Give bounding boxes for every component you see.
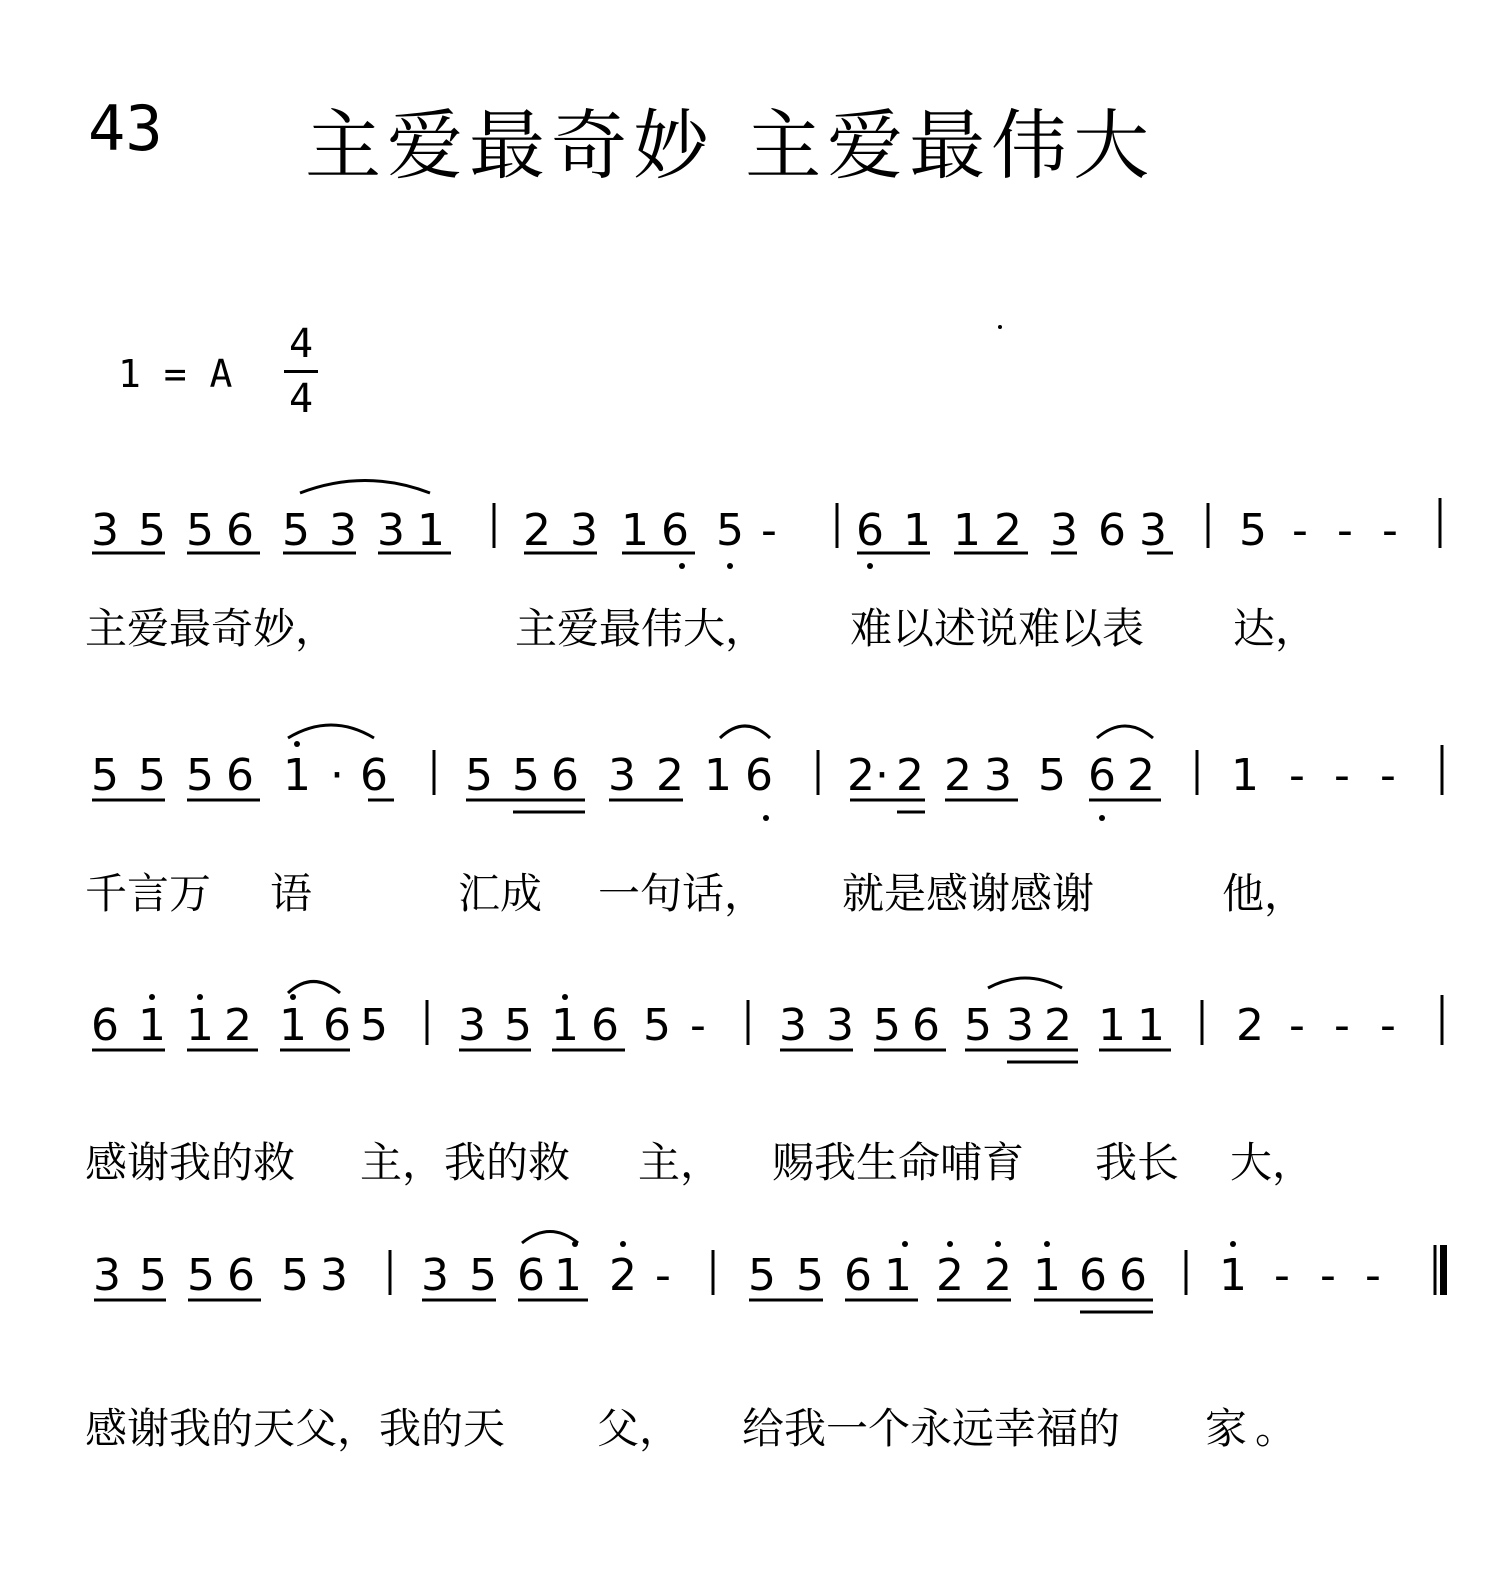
lyric-3-2: 主，我的救 — [360, 1138, 571, 1187]
key-signature: 1 = A — [118, 352, 233, 396]
lyric-2-2: 语 — [270, 869, 313, 918]
lyric-2-4: 一句话， — [598, 869, 767, 918]
slurs — [288, 481, 1153, 1244]
notes-system-3: 6 1 1 2 1 6 5 3 5 1 6 5 - 3 3 5 6 5 3 2 1 1 2 - - - — [91, 1000, 1396, 1051]
lyric-3-5: 我长 — [1095, 1138, 1180, 1187]
song-title: 主爱最奇妙 主爱最伟大 — [305, 101, 1156, 190]
lyric-2-3: 汇成 — [458, 869, 543, 918]
lyric-3-6: 大， — [1230, 1138, 1315, 1187]
lyric-2-5: 就是感谢感谢 — [842, 869, 1095, 918]
lyric-4-2: 父， — [597, 1404, 682, 1453]
lyric-3-1: 感谢我的救 — [85, 1138, 296, 1187]
lyric-4-4: 家 — [1205, 1404, 1248, 1453]
notes-system-1: 3 5 5 6 5 3 3 1 2 3 1 6 5 - 6 1 1 2 3 6 3 5 - - - — [91, 505, 1398, 556]
lyric-2-6: 他， — [1222, 869, 1307, 918]
lyric-3-4: 赐我生命哺育 — [772, 1138, 1025, 1187]
lyric-3-3: 主， — [638, 1138, 723, 1187]
lyric-1-3: 难以述说难以表 — [850, 604, 1145, 653]
notes-system-4: 3 5 5 6 5 3 3 5 6 1 2 - 5 5 6 1 2 2 1 6 6 1 - - - — [93, 1250, 1381, 1301]
lyric-1-2: 主爱最伟大， — [515, 604, 768, 653]
time-signature-bottom: 4 — [288, 376, 314, 422]
notes-system-2: 5 5 5 6 1 · 6 5 5 6 3 2 1 6 2· 2 2 3 5 6 2 1 - - - — [91, 750, 1396, 801]
lyric-4-5: 。 — [1255, 1404, 1298, 1453]
lyric-2-1: 千言万 — [85, 869, 212, 918]
lyric-4-1: 感谢我的天父，我的天 — [85, 1404, 506, 1453]
beams — [92, 553, 1173, 1312]
lyric-4-3: 给我一个永远幸福的 — [742, 1404, 1121, 1453]
time-signature-top: 4 — [288, 321, 314, 367]
octave-dots — [149, 321, 1236, 1247]
lyric-1-4: 达， — [1233, 604, 1318, 653]
lyric-1-1: 主爱最奇妙， — [85, 604, 338, 653]
final-bar — [1440, 1245, 1447, 1295]
song-number: 43 — [88, 92, 163, 165]
